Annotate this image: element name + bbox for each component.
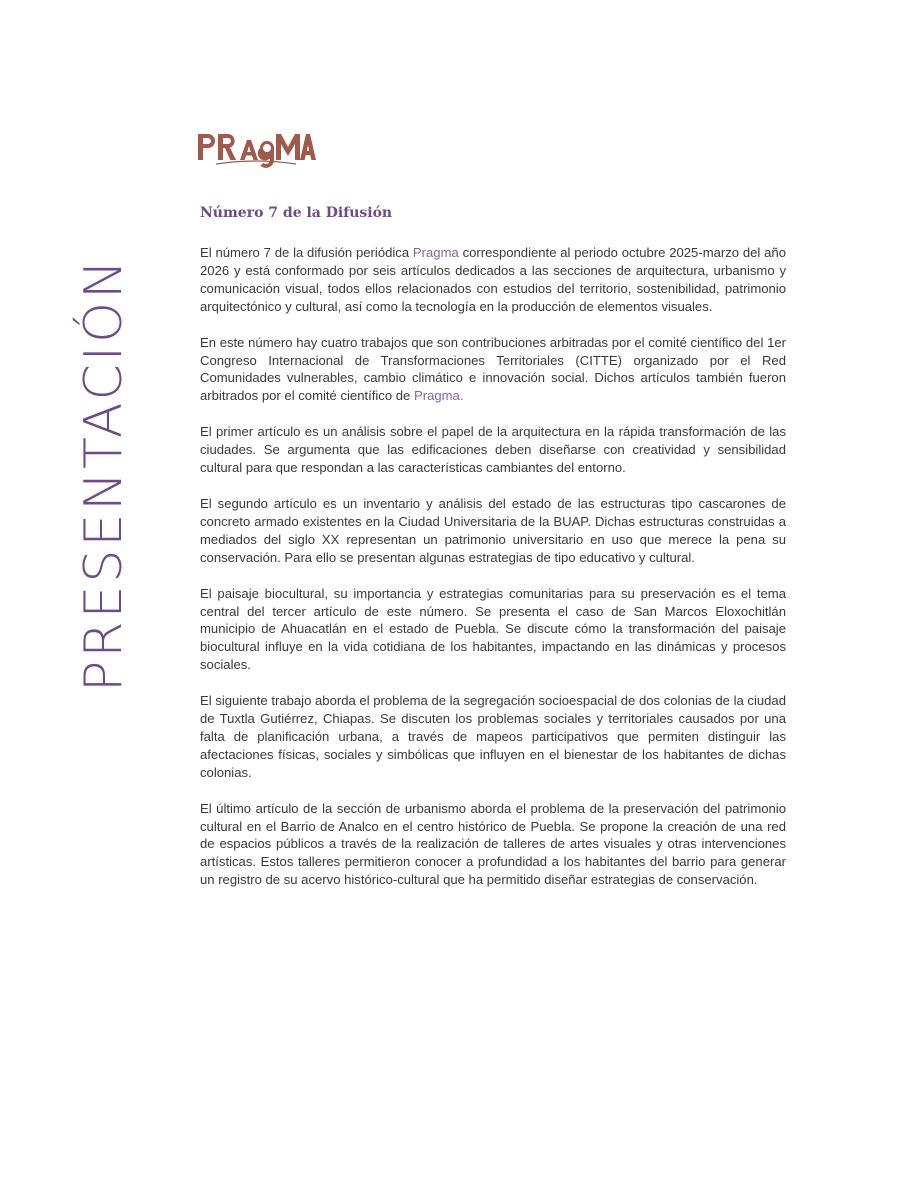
paragraph-3-text: El primer artículo es un análisis sobre el papel de la arquitectura en la rápida transformación de las ciudades. Se argumenta que las edificaciones deben diseñarse con creatividad y sensibilidad cultural para que respondan a las características cambiantes del entorno. bbox=[200, 424, 786, 476]
paragraph-2 bbox=[200, 334, 786, 406]
issue-heading: Número 7 de la Difusión bbox=[200, 205, 393, 221]
pragma-name: Pragma. bbox=[413, 388, 464, 404]
paragraph-2-text-a: En este número hay cuatro trabajos que son contribuciones arbitradas por el comité científico del 1er Congreso Internacional de Transformaciones Territoriales (CITTE) organizado por el Red Comunidades vulnerables, cambio climático e innovación social. Dichos artículos también fueron arbitrados por el comité científico de bbox=[200, 334, 786, 404]
paragraph-3 bbox=[200, 423, 786, 477]
pragma-logo bbox=[196, 128, 316, 172]
paragraph-7 bbox=[200, 800, 786, 890]
paragraph-1-text-a: El número 7 de la difusión periódica bbox=[200, 245, 413, 260]
section-title-vertical: PRESENTACIÓN bbox=[74, 257, 134, 693]
paragraph-1-text-b: correspondiente al periodo octubre 2025-marzo del año 2026 y está conformado por seis artículos dedicados a las secciones de arquitectura, urbanismo y comunicación visual, todos ellos relacionados con estudios del territorio, sostenibilidad, patrimonio arquitectónico y cultural, así como la tecnología en la producción de elementos visuales. bbox=[200, 245, 786, 314]
paragraph-5-text: El paisaje biocultural, su importancia y estrategias comunitarias para su preservación es el tema central del tercer artículo de este número. Se presenta el caso de San Marcos Eloxochitlán municipio de Ahuacatlán en el estado de Puebla. Se discute cómo la transformación del paisaje biocultural influye en la vida cotidiana de los habitantes, impactando en las dinámicas y procesos sociales. bbox=[200, 585, 786, 673]
pragma-name: Pragma bbox=[412, 245, 459, 260]
paragraph-6 bbox=[200, 692, 786, 782]
presentation-content bbox=[200, 202, 786, 907]
paragraph-4 bbox=[200, 495, 786, 567]
paragraph-6-text: El siguiente trabajo aborda el problema de la segregación socioespacial de dos colonias de la ciudad de Tuxtla Gutiérrez, Chiapas. Se discuten los problemas sociales y territoriales causados por una falta de planificación urbana, a través de mapeos participativos que permiten distinguir las afectaciones físicas, sociales y simbólicas que influyen en el bienestar de los habitantes de dichas colonias. bbox=[200, 693, 786, 780]
paragraph-5 bbox=[200, 585, 786, 675]
paragraph-7-text: El último artículo de la sección de urbanismo aborda el problema de la preservación del patrimonio cultural en el Barrio de Analco en el centro histórico de Puebla. Se propone la creación de una red de espacios públicos a través de la realización de talleres de artes visuales y otras intervenciones artísticas. Estos talleres permitieron conocer a profundidad a los habitantes del barrio para generar un registro de su acervo histórico-cultural que ha permitido diseñar estrategias de conservación. bbox=[200, 800, 786, 888]
paragraph-4-text: El segundo artículo es un inventario y análisis del estado de las estructuras tipo cascarones de concreto armado existentes en la Ciudad Universitaria de la BUAP. Dichas estructuras construidas a mediados del siglo XX representan un patrimonio universitario en uso que merece la pena su conservación. Para ello se presentan algunas estrategias de tipo educativo y cultural. bbox=[200, 495, 786, 565]
paragraph-1 bbox=[200, 244, 786, 316]
